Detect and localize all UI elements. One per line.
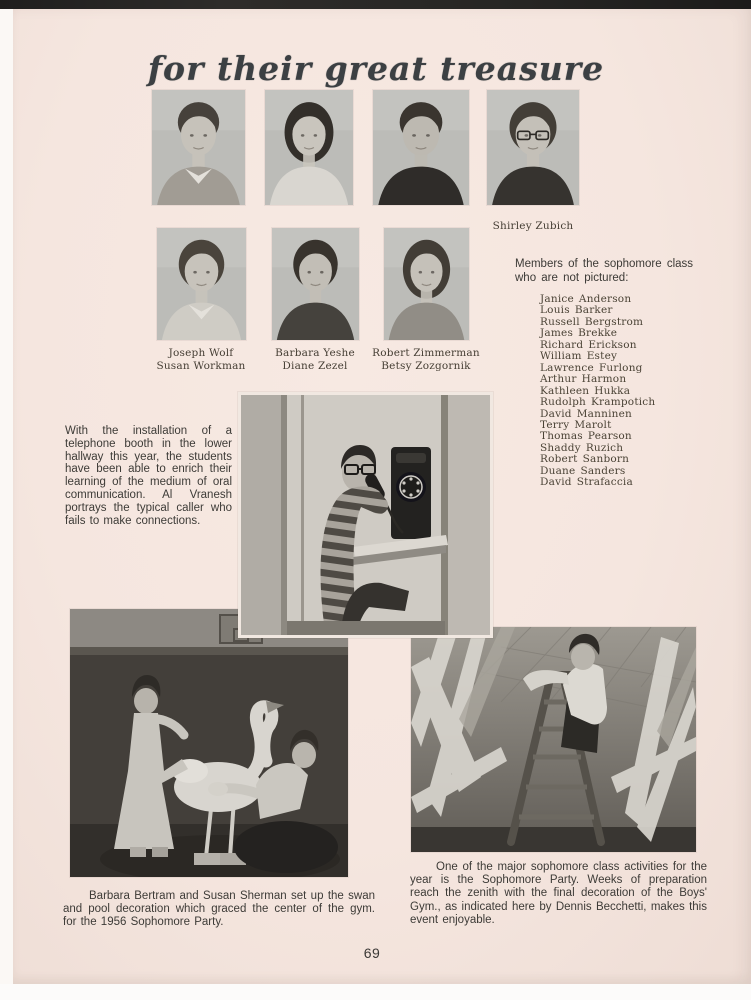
not-pictured-heading-line1: Members of the sophomore class (515, 258, 694, 270)
portrait-photo-4 (487, 90, 579, 205)
ladder-decorating-illustration (411, 627, 696, 852)
portrait-photo-5 (157, 228, 246, 340)
telephone-paragraph: With the installation of a telephone booth in the lower hallway this year, the students have been able to enrich their learning of the medium of oral communication. Al Vranesh portrays the typical caller who fails to make connections. (65, 425, 232, 527)
swan-decoration-photo (70, 609, 348, 877)
not-pictured-name: David Manninen (540, 407, 632, 420)
not-pictured-name: David Strafaccia (540, 476, 633, 489)
scan-edge-top (0, 0, 751, 9)
swan-caption (63, 890, 375, 930)
scan-edge-left (0, 9, 13, 1000)
page-number: 69 (363, 945, 381, 961)
not-pictured-heading-line2: who are not pictured: (515, 271, 629, 284)
not-pictured-name: Lawrence Furlong (540, 361, 643, 374)
caption-name-line: Diane Zezel (282, 360, 348, 372)
caption-names-2 (254, 347, 376, 373)
not-pictured-name: James Brekke (540, 327, 618, 340)
yearbook-page (13, 9, 751, 984)
caption-name-line: Betsy Zozgornik (381, 360, 471, 372)
not-pictured-list (540, 294, 720, 489)
portrait-photo-1 (152, 90, 245, 205)
ladder-caption-text: One of the major sophomore class activities for the year is the Sophomore Party. Weeks of preparation reach the zenith with the final decoration of the Boys' Gym., as indicated here by Dennis Becchetti, makes this event enjoyable. (410, 861, 707, 926)
not-pictured-name: Duane Sanders (540, 464, 626, 477)
caption-shirley-zubich: Shirley Zubich (492, 220, 574, 232)
phone-booth-illustration (241, 395, 490, 635)
not-pictured-name: Arthur Harmon (540, 373, 627, 386)
caption-name-line: Joseph Wolf (168, 347, 234, 359)
not-pictured-name: Robert Sanborn (540, 453, 630, 466)
not-pictured-name: Terry Marolt (540, 418, 612, 431)
not-pictured-name: Louis Barker (540, 304, 613, 317)
not-pictured-name: Janice Anderson (540, 293, 632, 305)
not-pictured-name: Russell Bergstrom (540, 315, 644, 328)
portrait-photo-6 (272, 228, 359, 340)
caption-names-1 (140, 347, 262, 373)
ladder-caption (410, 861, 707, 927)
portrait-photo-2 (265, 90, 353, 205)
not-pictured-name: Shaddy Ruzich (540, 441, 624, 454)
caption-name-line: Barbara Yeshe (275, 347, 355, 359)
not-pictured-name: William Estey (540, 350, 618, 363)
portrait-photo-3 (373, 90, 469, 205)
scan-edge-bottom (0, 984, 751, 1000)
swan-caption-text: Barbara Bertram and Susan Sherman set up the swan and pool decoration which graced the center of the gym. for the 1956 Sophomore Party. (63, 890, 375, 929)
not-pictured-name: Kathleen Hukka (540, 384, 631, 397)
swan-decoration-illustration (70, 609, 348, 877)
portrait-photo-7 (384, 228, 469, 340)
not-pictured-name: Thomas Pearson (540, 430, 632, 443)
not-pictured-heading (515, 258, 725, 285)
phone-booth-photo (238, 392, 493, 638)
caption-names-3 (360, 347, 492, 373)
caption-name-line: Robert Zimmerman (372, 347, 480, 359)
page-title: for their great treasure (147, 49, 605, 88)
ladder-decorating-photo (411, 627, 696, 852)
caption-name-line: Susan Workman (156, 360, 246, 372)
not-pictured-name: Rudolph Krampotich (540, 396, 656, 409)
not-pictured-name: Richard Erickson (540, 338, 637, 351)
